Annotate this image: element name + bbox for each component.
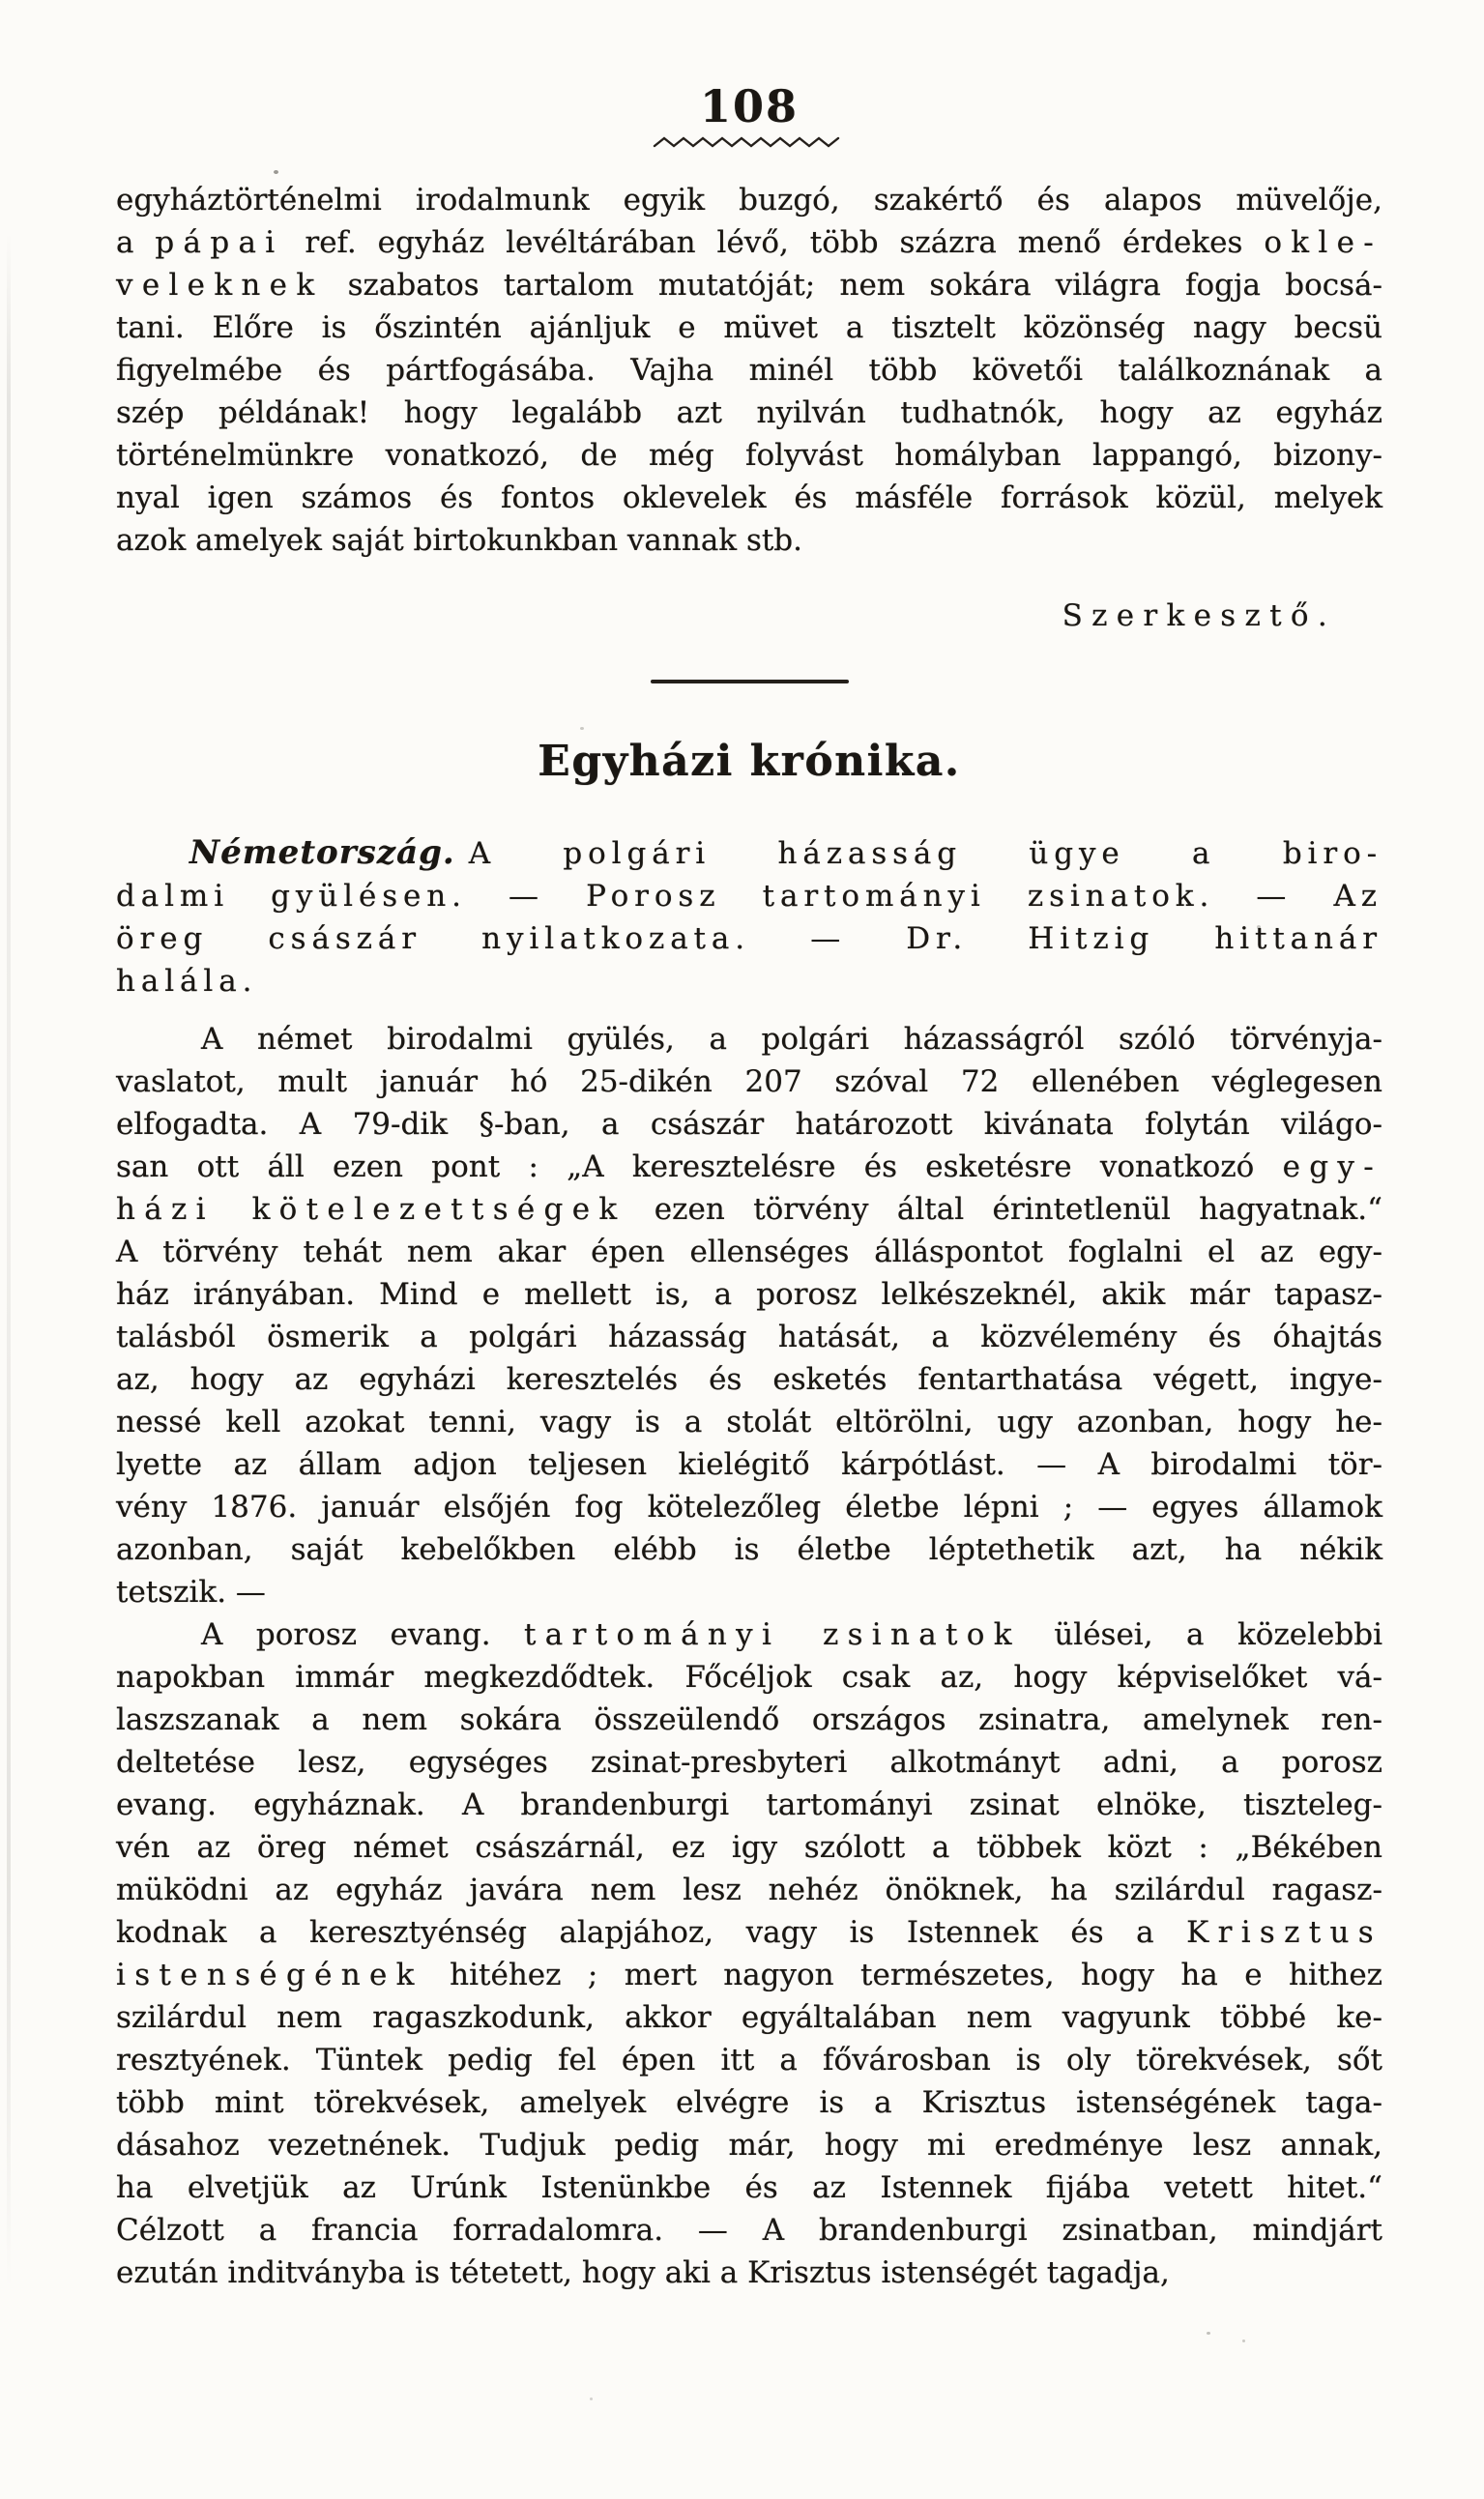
text-line: laszszanak a nem sokára összeülendő országos zsinatra, amelynek ren-: [116, 1701, 1382, 1737]
text-line: történelmünkre vonatkozó, de még folyvást homályban lappangó, bizony-: [116, 438, 1382, 474]
text-line: egyháztörténelmi irodalmunk egyik buzgó, szakértő és alapos müvelője,: [116, 183, 1382, 218]
text-line: müködni az egyház javára nem lesz nehéz önöknek, ha szilárdul ragasz-: [116, 1872, 1382, 1907]
ink-speck: [1242, 2339, 1245, 2342]
text-line: elfogadta. A 79-dik §-ban, a császár határozott kivánata folytán világo-: [116, 1106, 1382, 1142]
spaced-word: egy-: [1282, 1148, 1382, 1184]
spaced-word: Szerkesztő.: [1062, 598, 1336, 634]
text-line: ezután inditványba is tétetett, hogy aki a Krisztus istenségét tagadja,: [116, 2254, 1170, 2290]
text-line: azonban, saját kebelőkben elébb is életbe léptethetik azt, ha nékik: [116, 1531, 1382, 1567]
text-line: [116, 831, 1382, 875]
text-line: deltetése lesz, egységes zsinat-presbyteri alkotmányt adni, a porosz: [116, 1744, 1382, 1780]
text-line: A német birodalmi gyülés, a polgári házasságról szóló törvényja-: [201, 1021, 1382, 1057]
spaced-word: Krisztus: [1186, 1914, 1382, 1950]
text-line: A törvény tehát nem akar épen ellenséges álláspontot foglalni el az egy-: [116, 1234, 1382, 1269]
text-line: [116, 1188, 1382, 1231]
spaced-word: tartományi zsinatok: [524, 1616, 1021, 1652]
text-segment: ezen törvény által érintetlenül hagyatnak.“: [626, 1191, 1382, 1227]
text-line: tetszik. —: [116, 1574, 266, 1610]
text-line: resztyének. Tüntek pedig fel épen itt a fővárosban is oly törekvések, sőt: [116, 2042, 1382, 2078]
editorial-paragraph: [116, 179, 1382, 562]
text-line: lyette az állam adjon teljesen kielégitő kárpótlást. — A birodalmi tör-: [116, 1446, 1382, 1482]
text-segment: A porosz evang.: [201, 1616, 525, 1652]
text-line: evang. egyháznak. A brandenburgi tartományi zsinat elnöke, tiszteleg-: [116, 1787, 1382, 1822]
spaced-word: okle-: [1264, 225, 1382, 261]
page-number-underline: [116, 134, 1382, 150]
text-segment: kodnak a keresztyénség alapjához, vagy is Istennek és a: [116, 1914, 1187, 1950]
body-paragraph-1: [116, 1018, 1382, 1613]
text-line: [116, 1911, 1382, 1954]
spaced-word: házi kötelezettségek: [116, 1191, 626, 1227]
text-segment: szabatos tartalom mutatóját; nem sokára világra fogja bocsá-: [323, 268, 1382, 304]
text-segment: a: [116, 225, 156, 261]
text-line: azok amelyek saját birtokunkban vannak stb.: [116, 523, 803, 559]
text-segment: hitéhez ; mert nagyon természetes, hogy ha e hithez: [422, 1957, 1382, 1992]
text-line: dalmi gyülésen. — Porosz tartományi zsinatok. — Az: [116, 878, 1382, 914]
text-line: dásahoz vezetnének. Tudjuk pedig már, hogy mi eredménye lesz annak,: [116, 2127, 1382, 2163]
lead-paragraph: [116, 831, 1382, 1003]
text-line: figyelmébe és pártfogásába. Vajha minél több követői találkoznának a: [116, 353, 1382, 389]
text-line: talásból ösmerik a polgári házasság hatását, a közvélemény és óhajtás: [116, 1319, 1382, 1354]
editor-signature: [116, 595, 1382, 637]
spaced-word: veleknek: [116, 268, 324, 304]
text-line: napokban immár megkezdődtek. Főcéljok csak az, hogy képviselőket vá-: [116, 1659, 1382, 1695]
spaced-word: pápai: [155, 225, 284, 261]
text-line: [116, 1613, 1382, 1656]
text-line: szilárdul nem ragaszkodunk, akkor egyáltalában nem vagyunk többé ke-: [116, 1999, 1382, 2035]
body-paragraph-2: [116, 1613, 1382, 2294]
text-line: ház irányában. Mind e mellett is, a porosz lelkészeknél, akik már tapasz-: [116, 1276, 1382, 1312]
text-line: ha elvetjük az Urúnk Istenünkbe és az Istennek fijába vetett hitet.“: [116, 2169, 1382, 2205]
spaced-text: A polgári házasság ügye a biro-: [468, 835, 1382, 871]
text-line: vaslatot, mult január hó 25-dikén 207 szóval 72 ellenében véglegesen: [116, 1063, 1382, 1099]
text-line: szép példának! hogy legalább azt nyilván tudhatnók, hogy az egyház: [116, 395, 1382, 431]
text-line: vény 1876. január elsőjén fog kötelezőleg életbe lépni ; — egyes államok: [116, 1489, 1382, 1525]
text-line: [116, 1146, 1382, 1188]
text-segment: ref. egyház levéltárában lévő, több százra menő érdekes: [283, 225, 1265, 261]
text-line: Célzott a francia forradalomra. — A brandenburgi zsinatban, mindjárt: [116, 2212, 1382, 2248]
text-line: halála.: [116, 963, 258, 999]
chronicle-title: Egyházi krónika.: [538, 737, 961, 787]
text-line: öreg császár nyilatkozata. — Dr. Hitzig hittanár: [116, 920, 1382, 956]
text-line: [116, 221, 1382, 264]
text-line: [116, 1954, 1382, 1996]
text-line: vén az öreg német császárnál, ez igy szólott a többek közt : „Békében: [116, 1829, 1382, 1865]
ink-speck: [1207, 2332, 1210, 2335]
spaced-word: istenségének: [116, 1957, 423, 1992]
text-segment: ülései, a közelebbi: [1020, 1616, 1382, 1652]
page-number: 108: [699, 80, 800, 132]
text-line: [116, 264, 1382, 306]
wavy-rule-icon: [653, 135, 846, 149]
text-segment: san ott áll ezen pont : „A keresztelésre és esketésre vonatkozó: [116, 1148, 1283, 1184]
text-line: az, hogy az egyházi keresztelés és esketés fentarthatása végett, ingye-: [116, 1361, 1382, 1397]
country-label: Németország.: [189, 832, 455, 872]
ink-speck: [590, 2397, 593, 2400]
section-divider: [651, 680, 849, 683]
text-line: több mint törekvések, amelyek elvégre is a Krisztus istenségének taga-: [116, 2084, 1382, 2120]
text-line: nessé kell azokat tenni, vagy is a stolát eltörölni, ugy azonban, hogy he-: [116, 1404, 1382, 1439]
text-line: tani. Előre is őszintén ajánljuk e müvet a tisztelt közönség nagy becsü: [116, 310, 1382, 346]
text-line: nyal igen számos és fontos oklevelek és másféle források közül, melyek: [116, 480, 1382, 516]
